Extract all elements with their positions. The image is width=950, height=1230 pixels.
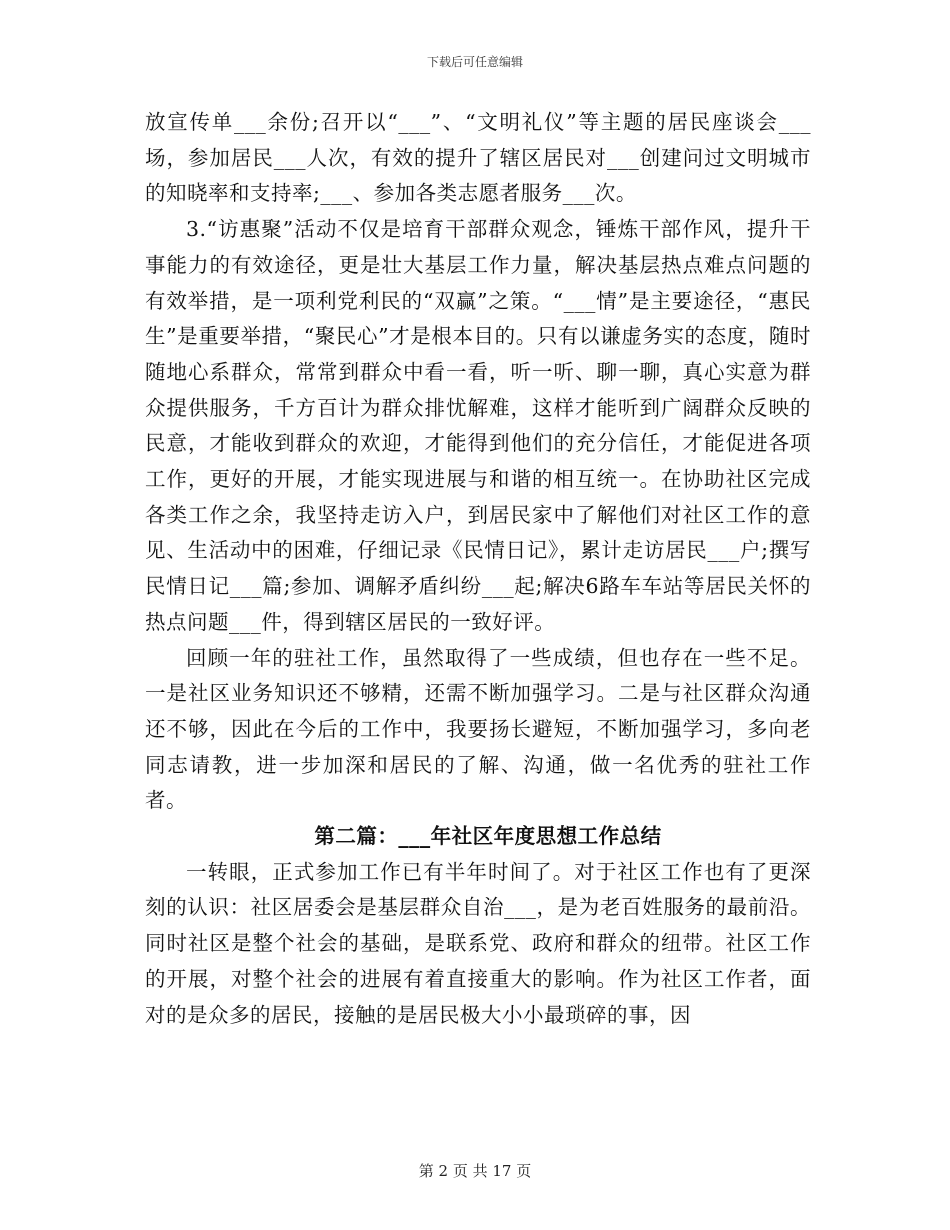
paragraph-review: 回顾一年的驻社工作，虽然取得了一些成绩，但也存在一些不足。一是社区业务知识还不够精，还需不断加强学习。二是与社区群众沟通还不够，因此在今后的工作中，我要扬长避短，不断加强学习，多向老同志请教，进一步加深和居民的了解、沟通，做一名优秀的驻社工作者。 (145, 645, 811, 813)
paragraph-item-3: 3.“访惠聚”活动不仅是培育干部群众观念，锤炼干部作风，提升干事能力的有效途径，更是壮大基层工作力量，解决基层热点难点问题的有效举措，是一项利党利民的“双赢”之策。“___情”是主要途径，“惠民生”是重要举措，“聚民心”才是根本目的。只有以谦虚务实的态度，随时随地心系群众，常常到群众中看一看，听一听、聊一聊，真心实意为群众提供服务，千方百计为群众排忧解难，这样才能听到广阔群众反映的民意，才能收到群众的欢迎，才能得到他们的充分信任，才能促进各项工作，更好的开展，才能实现进展与和谐的相互统一。在协助社区完成各类工作之余，我坚持走访入户，到居民家中了解他们对社区工作的意见、生活动中的困难，仔细记录《民情日记》，累计走访居民___户;撰写民情日记___篇;参加、调解矛盾纠纷___起;解决6路车车站等居民关怀的热点问题___件，得到辖区居民的一致好评。 (145, 217, 811, 634)
section-heading: 第二篇：___年社区年度思想工作总结 (314, 824, 662, 849)
paragraph-continuation: 放宣传单___余份;召开以“___”、“文明礼仪”等主题的居民座谈会___场，参加居民___人次，有效的提升了辖区居民对___创建问过文明城市的知晓率和支持率;___、参加各类志愿者服务___次。 (145, 110, 811, 206)
document-body (145, 105, 811, 1033)
page-number-footer: 第 2 页 共 17 页 (418, 1162, 532, 1180)
paragraph-section2-intro: 一转眼，正式参加工作已有半年时间了。对于社区工作也有了更深刻的认识：社区居委会是基层群众自治___，是为老百姓服务的最前沿。同时社区是整个社会的基础，是联系党、政府和群众的纽带。社区工作的开展，对整个社会的进展有着直接重大的影响。作为社区工作者，面对的是众多的居民，接触的是居民极大小小最琐碎的事，因 (145, 859, 811, 1027)
page-header: 下载后可任意编辑 (426, 55, 523, 69)
